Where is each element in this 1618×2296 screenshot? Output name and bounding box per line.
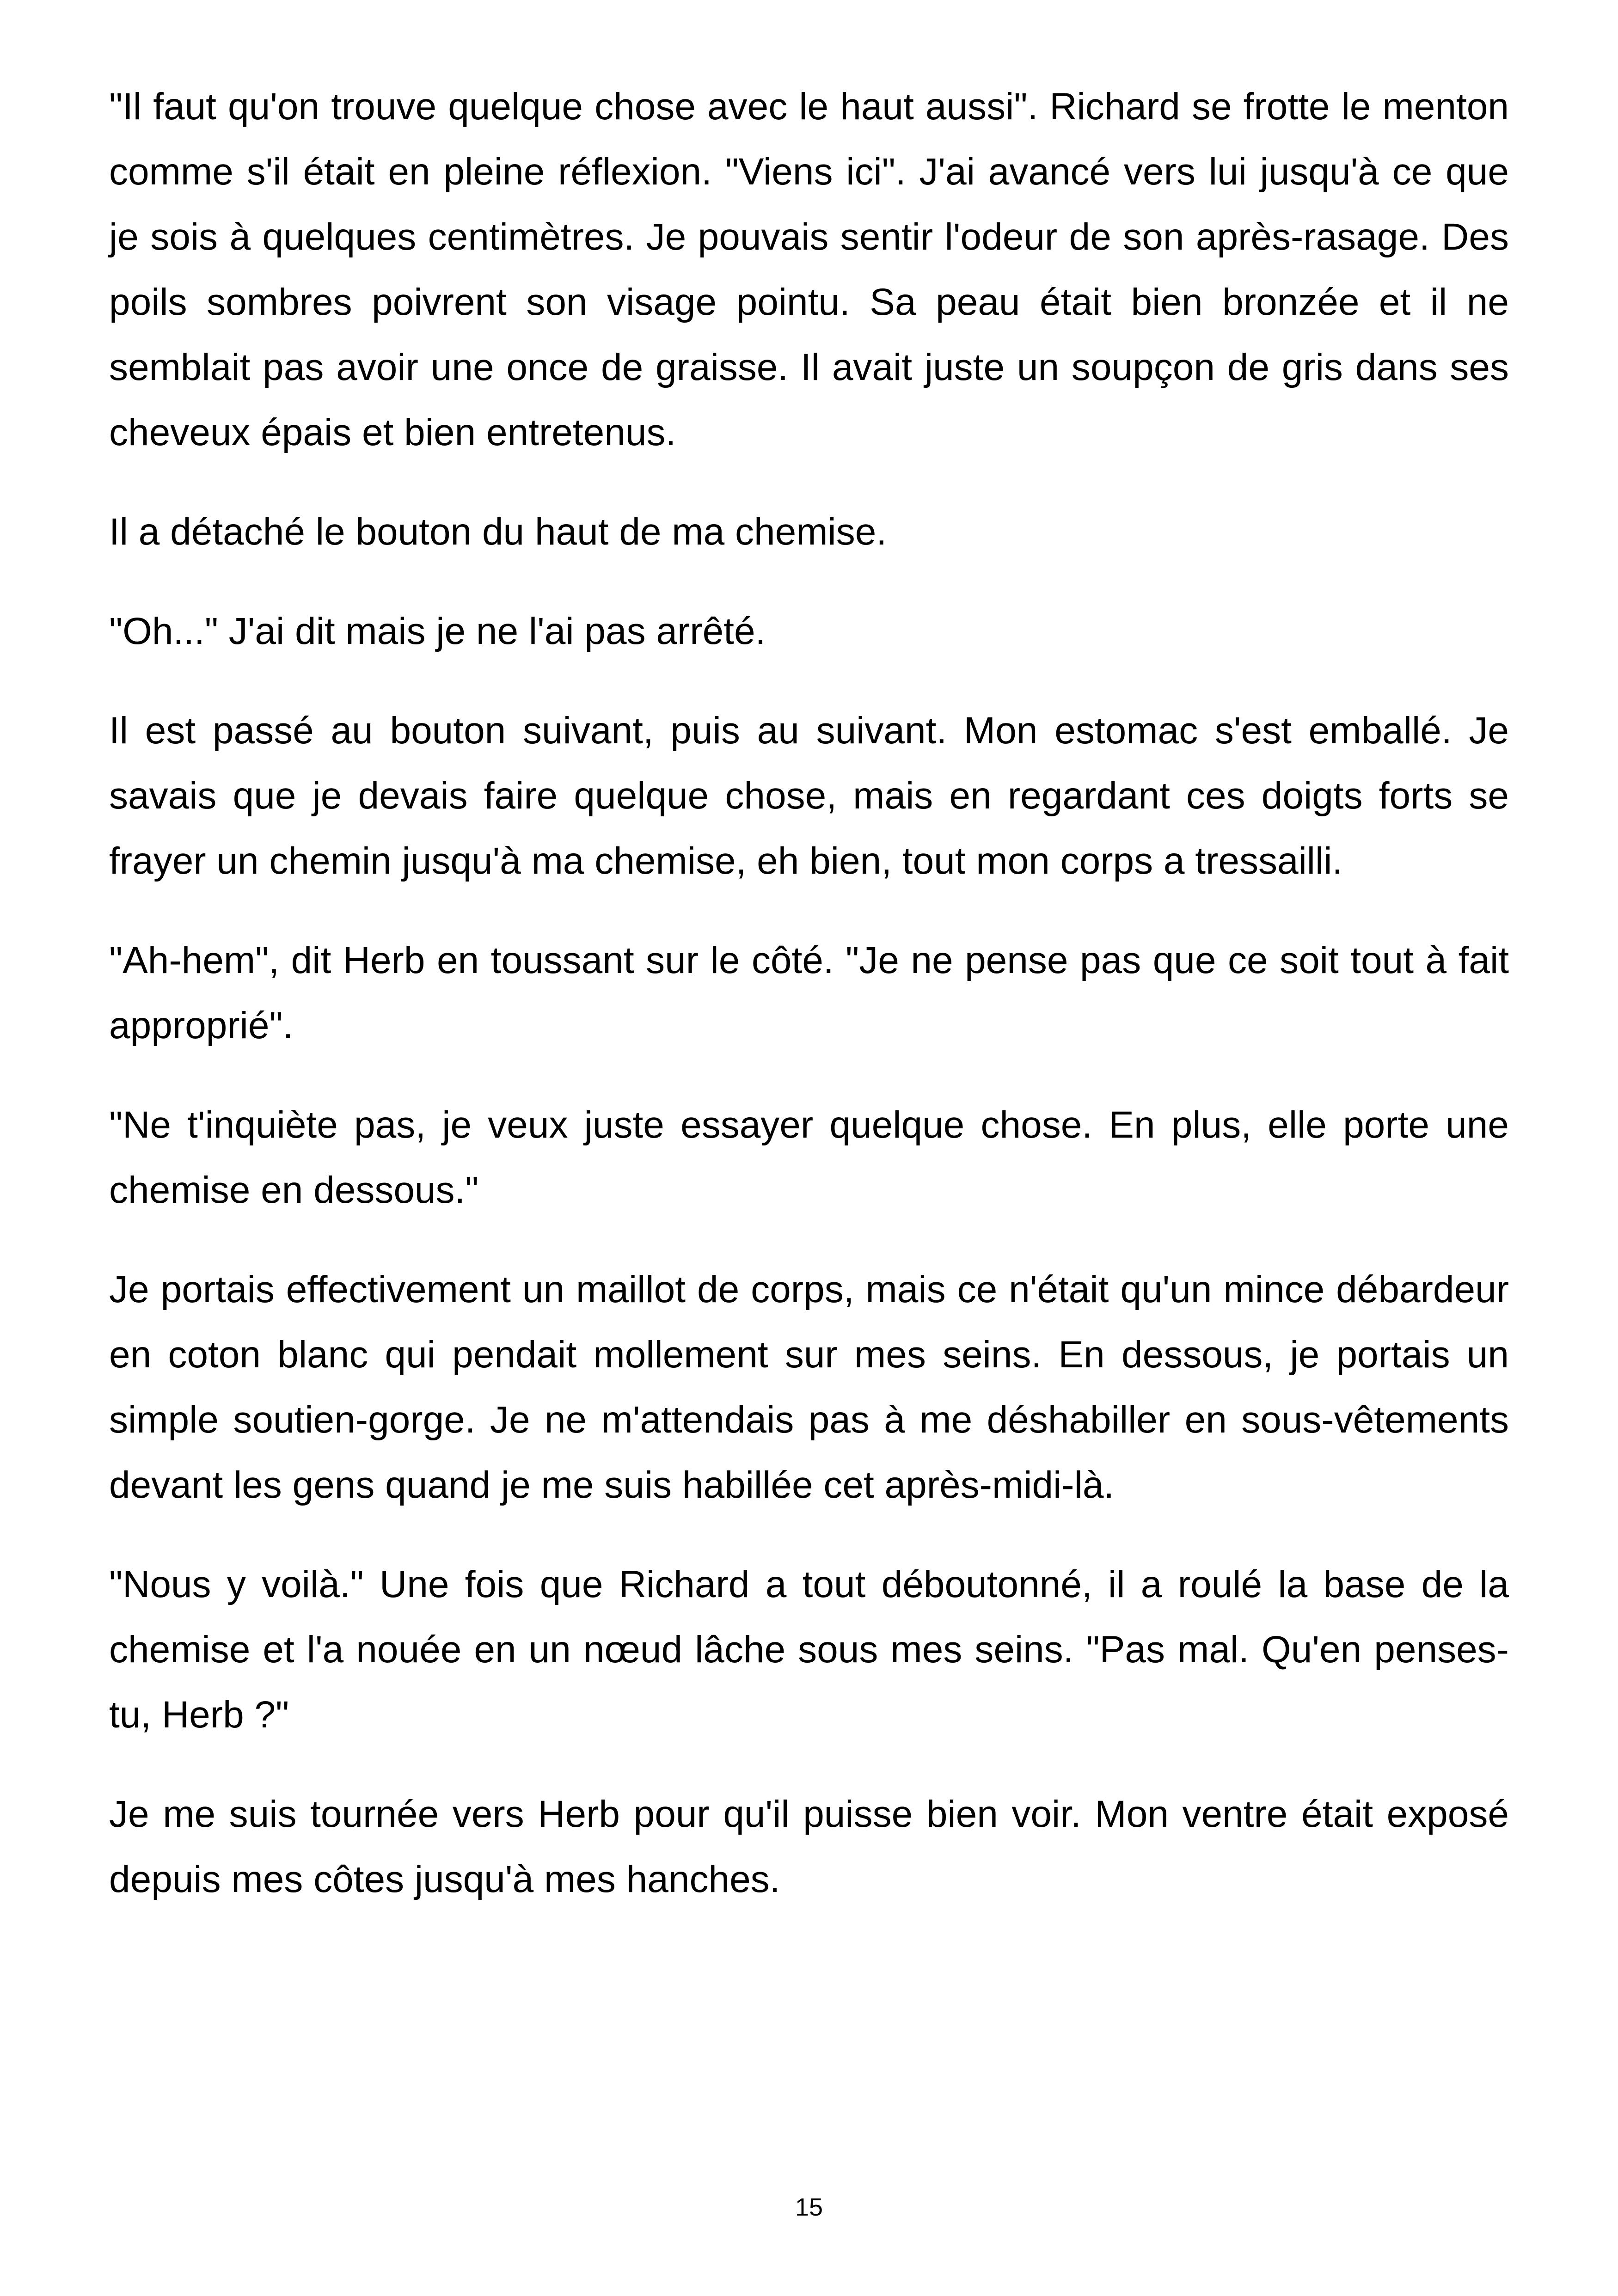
paragraph: Je portais effectivement un maillot de corps, mais ce n'était qu'un mince débardeur en coton blanc qui pendait mollement sur mes seins. En dessous, je portais un simple soutien-gorge. Je ne m'attendais pas à me déshabiller en sous-vêtements devant les gens quand je me suis habillée cet après-midi-là.	[109, 1268, 1509, 1506]
page-body	[109, 74, 1509, 1912]
paragraph: "Ah-hem", dit Herb en toussant sur le côté. "Je ne pense pas que ce soit tout à fait approprié".	[109, 939, 1509, 1047]
paragraph: Il est passé au bouton suivant, puis au suivant. Mon estomac s'est emballé. Je savais que je devais faire quelque chose, mais en regardant ces doigts forts se frayer un chemin jusqu'à ma chemise, eh bien, tout mon corps a tressailli.	[109, 710, 1509, 882]
paragraph: "Nous y voilà." Une fois que Richard a tout déboutonné, il a roulé la base de la chemise et l'a nouée en un nœud lâche sous mes seins. "Pas mal. Qu'en penses-tu, Herb ?"	[109, 1563, 1509, 1736]
paragraph: "Ne t'inquiète pas, je veux juste essayer quelque chose. En plus, elle porte une chemise en dessous."	[109, 1104, 1509, 1211]
page-number: 15	[795, 2193, 823, 2221]
paragraph: Il a détaché le bouton du haut de ma chemise.	[109, 511, 887, 553]
paragraph: "Il faut qu'on trouve quelque chose avec le haut aussi". Richard se frotte le menton comme s'il était en pleine réflexion. "Viens ici". J'ai avancé vers lui jusqu'à ce que je sois à quelques centimètres. Je pouvais sentir l'odeur de son après-rasage. Des poils sombres poivrent son visage pointu. Sa peau était bien bronzée et il ne semblait pas avoir une once de graisse. Il avait juste un soupçon de gris dans ses cheveux épais et bien entretenus.	[109, 86, 1509, 453]
paragraph: Je me suis tournée vers Herb pour qu'il puisse bien voir. Mon ventre était exposé depuis mes côtes jusqu'à mes hanches.	[109, 1793, 1509, 1900]
paragraph: "Oh..." J'ai dit mais je ne l'ai pas arrêté.	[109, 610, 766, 652]
